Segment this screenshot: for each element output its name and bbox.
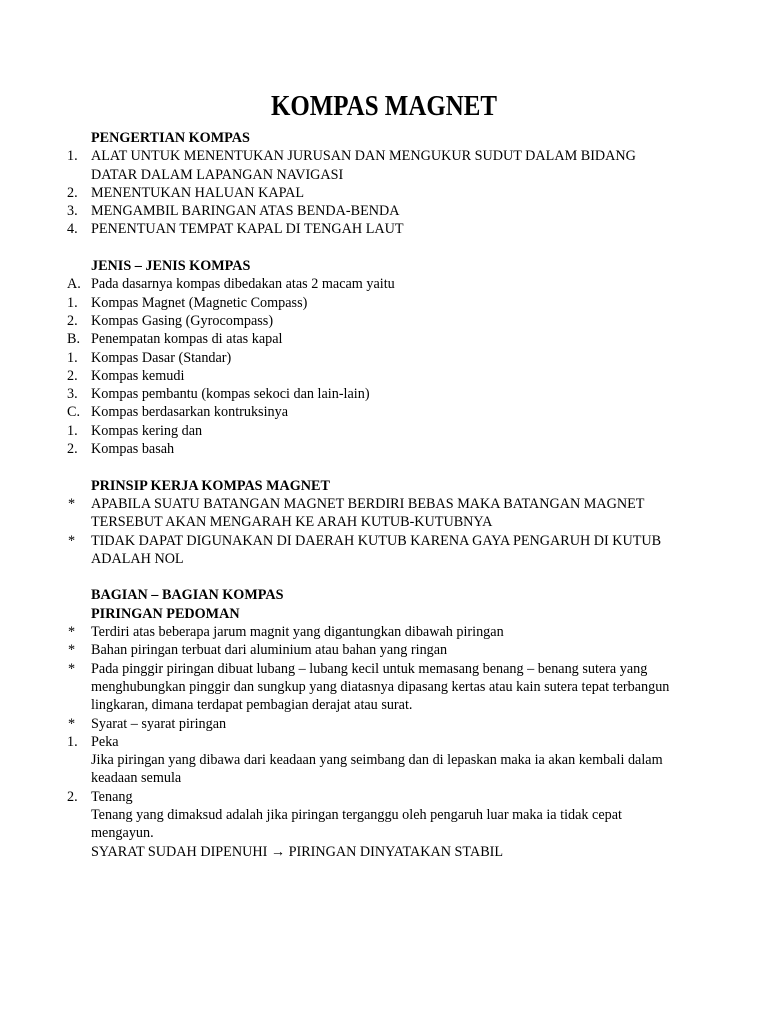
section-heading: JENIS – JENIS KOMPAS	[91, 258, 251, 275]
list-item-text: Kompas Magnet (Magnetic Compass)	[91, 294, 308, 311]
list-marker: *	[68, 660, 76, 677]
list-item-text: Penempatan kompas di atas kapal	[91, 331, 283, 348]
list-item-text: Jika piringan yang dibawa dari keadaan yang seimbang dan di lepaskan maka ia akan kembali dalam keadaan semula	[91, 752, 663, 787]
list-item	[0, 495, 676, 532]
list-item	[0, 294, 676, 312]
list-item-text: Kompas Dasar (Standar)	[91, 349, 232, 366]
list-item-text: Kompas pembantu (kompas sekoci dan lain-lain)	[91, 386, 370, 403]
section-heading: BAGIAN – BAGIAN KOMPAS	[91, 587, 284, 604]
list-item	[0, 330, 676, 348]
list-item	[0, 403, 676, 421]
list-item	[0, 788, 676, 806]
list-marker: 3.	[67, 386, 78, 403]
document-body	[0, 129, 768, 861]
section-spacer	[0, 239, 768, 257]
list-item-text: Bahan piringan terbuat dari aluminium atau bahan yang ringan	[91, 642, 448, 659]
list-item-text: Tenang yang dimaksud adalah jika piringan terganggu oleh pengaruh luar maka ia tidak cepat mengayun.	[91, 806, 622, 842]
list-item	[0, 733, 676, 751]
list-marker: 2.	[67, 788, 78, 805]
list-marker: *	[68, 532, 76, 549]
list-item-text: Peka	[91, 733, 119, 750]
list-item-text: APABILA SUATU BATANGAN MAGNET BERDIRI BEBAS MAKA BATANGAN MAGNET TERSEBUT AKAN MENGARAH KE ARAH KUTUB-KUTUBNYA	[91, 495, 645, 531]
list-marker: 1.	[67, 148, 78, 165]
list-marker: *	[68, 715, 76, 732]
list-item	[0, 532, 676, 569]
list-item	[0, 275, 676, 293]
list-item-text: Kompas kemudi	[91, 367, 185, 384]
list-marker: 1.	[67, 733, 78, 750]
list-marker: 1.	[67, 294, 78, 311]
list-item	[0, 147, 676, 184]
list-item	[0, 367, 676, 385]
list-item	[0, 623, 676, 641]
list-item	[0, 220, 676, 238]
list-item-text: PENENTUAN TEMPAT KAPAL DI TENGAH LAUT	[91, 221, 404, 238]
list-item-text: Syarat – syarat piringan	[91, 715, 227, 732]
list-item	[0, 806, 676, 843]
list-marker: B.	[67, 331, 81, 348]
list-item-text: Pada dasarnya kompas dibedakan atas 2 macam yaitu	[91, 276, 395, 293]
list-marker: *	[68, 624, 76, 641]
list-item	[0, 312, 676, 330]
list-marker: 2.	[67, 184, 78, 201]
list-marker: 4.	[67, 221, 78, 238]
list-item-text: MENENTUKAN HALUAN KAPAL	[91, 184, 305, 201]
list-marker: 1.	[67, 422, 78, 439]
document-title: KOMPAS MAGNET	[270, 90, 498, 122]
list-item	[0, 751, 676, 788]
list-item-text: Kompas Gasing (Gyrocompass)	[91, 312, 274, 329]
list-marker: 2.	[67, 441, 78, 458]
list-item	[0, 440, 676, 458]
list-item	[0, 660, 676, 715]
list-item	[0, 202, 676, 220]
list-item	[0, 641, 676, 659]
list-marker: *	[68, 642, 76, 659]
section-spacer	[0, 568, 768, 586]
section-heading: PENGERTIAN KOMPAS	[91, 130, 250, 146]
list-item	[0, 715, 676, 733]
list-item-text: Kompas basah	[91, 441, 175, 458]
list-item	[0, 843, 676, 861]
list-item-text: Kompas berdasarkan kontruksinya	[91, 404, 288, 421]
list-item-text: ALAT UNTUK MENENTUKAN JURUSAN DAN MENGUKUR SUDUT DALAM BIDANG DATAR DALAM LAPANGAN NAVIGASI	[91, 148, 636, 183]
list-item-text: TIDAK DAPAT DIGUNAKAN DI DAERAH KUTUB KARENA GAYA PENGARUH DI KUTUB ADALAH NOL	[91, 532, 662, 567]
section-heading: PRINSIP KERJA KOMPAS MAGNET	[91, 477, 330, 494]
list-item	[0, 349, 676, 367]
list-item	[0, 422, 676, 440]
list-marker: 2.	[67, 312, 78, 329]
section-subheading: PIRINGAN PEDOMAN	[91, 605, 240, 622]
list-marker: 2.	[67, 367, 78, 384]
list-item	[0, 184, 676, 202]
list-item-text: MENGAMBIL BARINGAN ATAS BENDA-BENDA	[91, 203, 400, 220]
list-item	[0, 385, 676, 403]
list-item-text: SYARAT SUDAH DIPENUHI → PIRINGAN DINYATAKAN STABIL	[91, 843, 504, 860]
list-marker: 1.	[67, 349, 78, 366]
list-marker: *	[68, 495, 76, 512]
list-item-text: Pada pinggir piringan dibuat lubang – lubang kecil untuk memasang benang – benang sutera yang menghubungkan pinggir dan sungkup yang diatasnya dipasang kertas atau kain sutera tepat terbangun lingkaran, dimana terdapat pembagian derajat atau surat.	[91, 660, 670, 714]
list-item-text: Terdiri atas beberapa jarum magnit yang digantungkan dibawah piringan	[91, 624, 504, 641]
list-marker: A.	[67, 276, 81, 293]
list-item-text: Kompas kering dan	[91, 422, 203, 439]
list-marker: 3.	[67, 203, 78, 220]
list-item-text: Tenang	[91, 788, 133, 805]
section-spacer	[0, 458, 768, 476]
list-marker: C.	[67, 404, 81, 421]
